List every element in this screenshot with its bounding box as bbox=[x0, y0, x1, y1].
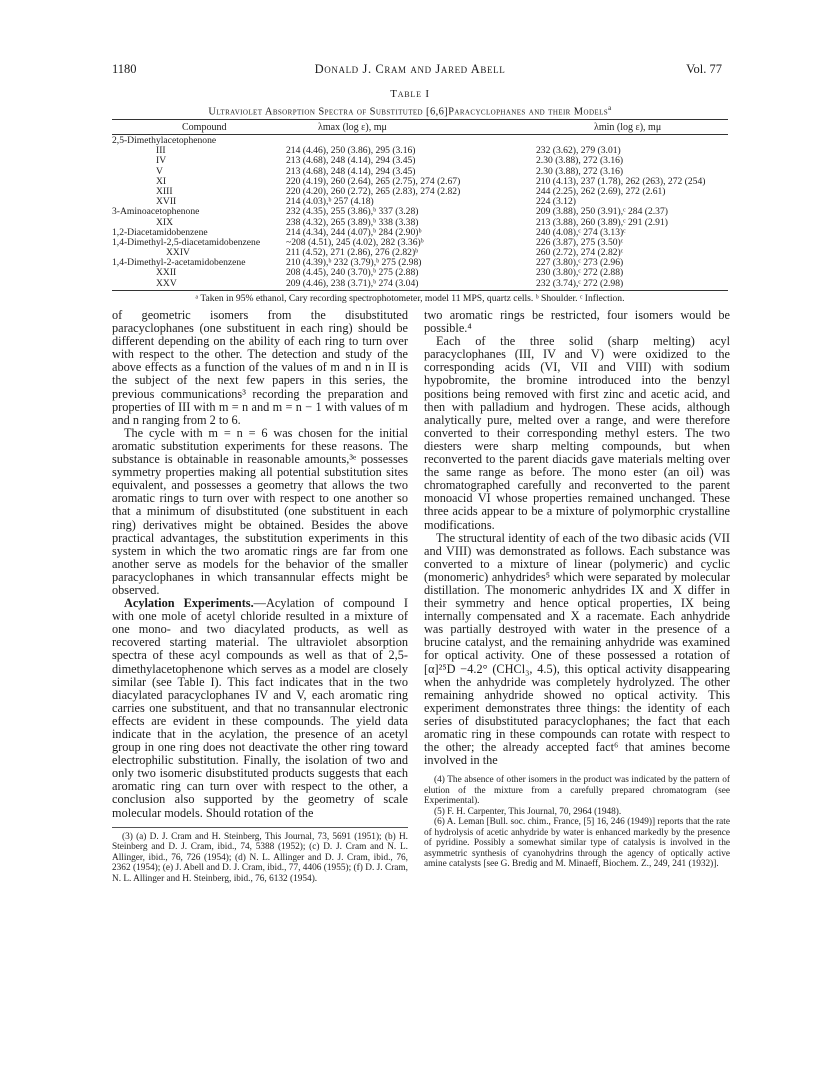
cell-compound: XXV bbox=[156, 277, 177, 289]
table-row bbox=[112, 187, 732, 197]
cell-lambda-max: 211 (4.52), 271 (2.86), 276 (2.82)ᵇ bbox=[286, 247, 419, 259]
page-header bbox=[0, 62, 820, 78]
table-row bbox=[112, 268, 732, 278]
cell-lambda-min: 227 (3.80),ᶜ 273 (2.96) bbox=[536, 257, 624, 269]
right-column bbox=[424, 309, 730, 870]
cell-lambda-min: 232 (3.74),ᶜ 272 (2.98) bbox=[536, 277, 624, 289]
cell-compound: XVII bbox=[156, 196, 177, 208]
cell-compound: III bbox=[156, 145, 166, 157]
table-body bbox=[112, 136, 732, 289]
col-header-compound: Compound bbox=[182, 122, 227, 133]
paragraph-text: —Acylation of compound I with one mole of acetyl chloride resulted in a mixture of one mono- and two diacylated products, as well as recovered starting material. The ultraviolet absorption spectra of these acyl compounds as well as that of 2,5-dimethylacetophenone which serves as a model are closely similar (see Table I). This fact indicates that in the two diacylated paracyclophanes IV and V, each aromatic ring carries one substituent, and that no transannular electronic effects are evident in these compounds. The yield data indicate that in the acylation, the presence of an acetyl group in one ring does not deactivate the other ring toward electrophilic substitution. Finally, the isolation of two and only two isomeric disubstituted products suggests that each aromatic ring can turn over with respect to the other, a conclusion also supported by the geometry of scale molecular models. Should rotation of the bbox=[112, 596, 408, 820]
cell-lambda-max: 214 (4.46), 250 (3.86), 295 (3.16) bbox=[286, 145, 416, 157]
cell-lambda-max: 214 (4.03),ᵇ 257 (4.18) bbox=[286, 196, 374, 208]
cell-lambda-max: 210 (4.39),ᵇ 232 (3.79),ᵇ 275 (2.98) bbox=[286, 257, 422, 269]
cell-lambda-min: 224 (3.12) bbox=[536, 196, 576, 208]
cell-compound: XXIV bbox=[166, 247, 190, 259]
table-row bbox=[112, 146, 732, 156]
cell-lambda-max: 220 (4.20), 260 (2.72), 265 (2.83), 274 (2.82) bbox=[286, 185, 461, 197]
table-row bbox=[112, 258, 732, 268]
paragraph: two aromatic rings be restricted, four isomers would be possible.⁴ bbox=[424, 308, 730, 336]
table-top-rule bbox=[112, 119, 728, 120]
table-caption-ref: a bbox=[608, 104, 612, 112]
paragraph: of geometric isomers from the disubstituted paracyclophanes (one substituent in each ring) should be different depending on the ability of each ring to turn over with respect to the other. The detection and study of the above effects as a function of the values of m and n in II is the subject of the next few papers in this series, the previous communications³ recording the preparation and properties of III with m = n and m = n − 1 with values of m and n ranging from 2 to 6. bbox=[112, 308, 408, 427]
table-row bbox=[112, 136, 732, 146]
cell-lambda-min: 244 (2.25), 262 (2.69), 272 (2.61) bbox=[536, 185, 666, 197]
footnote: (5) F. H. Carpenter, This Journal, 70, 2964 (1948). bbox=[434, 806, 622, 817]
cell-lambda-max: 232 (4.35), 255 (3.86),ᵇ 337 (3.28) bbox=[286, 206, 419, 218]
table-footnote: ᵃ Taken in 95% ethanol, Cary recording spectrophotometer, model 11 MPS, quartz cells. ᵇ Shoulder. ᶜ Inflection. bbox=[195, 293, 625, 304]
table-row bbox=[112, 207, 732, 217]
table-row bbox=[112, 238, 732, 248]
cell-lambda-max: ~208 (4.51), 245 (4.02), 282 (3.36)ᵇ bbox=[286, 236, 424, 248]
footnote: (6) A. Leman [Bull. soc. chim., France, [5] 16, 246 (1949)] reports that the rate of hydrolysis of acetic anhydride by water is enhanced markedly by the presence of pyridine. Possibly a somewhat similar type of catalysis is involved in the asymmetric synthesis of cyanohydrins through the agency of optically active amine catalysts [see G. Bredig and M. Minaeff, Biochem. Z., 249, 241 (1932)]. bbox=[424, 817, 730, 870]
table-label: Table I bbox=[390, 88, 430, 100]
cell-lambda-min: 230 (3.80),ᶜ 272 (2.88) bbox=[536, 267, 624, 279]
cell-lambda-max: 208 (4.45), 240 (3.70),ᵇ 275 (2.88) bbox=[286, 267, 419, 279]
col-header-lambda-min: λmin (log ε), mμ bbox=[594, 122, 662, 133]
cell-compound: XI bbox=[156, 175, 167, 187]
section-heading: Acylation Experiments. bbox=[124, 596, 254, 611]
table-row bbox=[112, 279, 732, 289]
cell-lambda-min: 209 (3.88), 250 (3.91),ᶜ 284 (2.37) bbox=[536, 206, 668, 218]
footnote: (4) The absence of other isomers in the product was indicated by the pattern of elution of the mixture from a carefully prepared chromatogram (see Experimental). bbox=[424, 775, 730, 807]
cell-lambda-max: 220 (4.19), 260 (2.64), 265 (2.75), 274 (2.67) bbox=[286, 175, 461, 187]
cell-lambda-min: 210 (4.13), 237 (1.78), 262 (263), 272 (254) bbox=[536, 175, 706, 187]
volume-label: Vol. 77 bbox=[686, 62, 722, 76]
table-caption bbox=[0, 104, 820, 118]
cell-compound: XIII bbox=[156, 185, 173, 197]
table-row bbox=[112, 156, 732, 166]
paragraph: The structural identity of each of the two dibasic acids (VII and VIII) was demonstrated as follows. Each substance was converted to a mixture of linear (polymeric) and cyclic (monomeric) anhydrides⁵ which were separated by molecular distillation. The monomeric anhydrides IX and X differ in their symmetry and hence optical properties, IX being internally compensated and X a racemate. Each anhydride was partially destroyed with water in the presence of a brucine catalyst, and the remaining anhydride was examined for optical activity. One of these possessed a rotation of [α]²⁵D −4.2° (CHCl₃, 4.5), this optical activity disappearing when the anhydride was completely hydrolyzed. The other remaining anhydride showed no optical activity. This experiment demonstrates three things: the identity of each series of disubstituted paracyclophanes; the fact that each aromatic ring in these compounds can rotate with respect to the other; the already accepted fact⁶ that amines become involved in the bbox=[424, 530, 730, 768]
cell-compound: 1,2-Diacetamidobenzene bbox=[112, 226, 208, 238]
cell-compound: V bbox=[156, 165, 163, 177]
cell-lambda-min: 2.30 (3.88), 272 (3.16) bbox=[536, 155, 624, 167]
cell-lambda-min: 240 (4.08),ᶜ 274 (3.13)ᶜ bbox=[536, 226, 626, 238]
cell-compound: 2,5-Dimethylacetophenone bbox=[112, 135, 217, 146]
cell-lambda-max: 214 (4.34), 244 (4.07),ᵇ 284 (2.90)ᵇ bbox=[286, 226, 422, 238]
cell-compound: IV bbox=[156, 155, 167, 167]
cell-compound: 1,4-Dimethyl-2-acetamidobenzene bbox=[112, 257, 246, 269]
footnote: (3) (a) D. J. Cram and H. Steinberg, This Journal, 73, 5691 (1951); (b) H. Steinberg and D. J. Cram, ibid., 74, 5388 (1952); (c) D. J. Cram and N. L. Allinger, ibid., 76, 726 (1954); (d) N. L. Allinger and D. J. Cram, ibid., 76, 2362 (1954); (e) J. Abell and D. J. Cram, ibid., 77, 4406 (1955); (f) D. J. Cram, N. L. Allinger and H. Steinberg, ibid., 76, 6132 (1954). bbox=[112, 831, 408, 884]
cell-lambda-min: 2.30 (3.88), 272 (3.16) bbox=[536, 165, 624, 177]
cell-compound: 3-Aminoacetophenone bbox=[112, 206, 200, 218]
cell-compound: XIX bbox=[156, 216, 174, 228]
table-bottom-rule bbox=[112, 290, 728, 291]
cell-lambda-max: 213 (4.68), 248 (4.14), 294 (3.45) bbox=[286, 165, 416, 177]
paragraph-acylation bbox=[112, 597, 408, 820]
left-column bbox=[112, 309, 408, 884]
col-header-lambda-max: λmax (log ε), mμ bbox=[318, 122, 387, 133]
cell-lambda-max: 209 (4.46), 238 (3.71),ᵇ 274 (3.04) bbox=[286, 277, 419, 289]
cell-lambda-max: 213 (4.68), 248 (4.14), 294 (3.45) bbox=[286, 155, 416, 167]
cell-lambda-min: 232 (3.62), 279 (3.01) bbox=[536, 145, 621, 157]
cell-compound: 1,4-Dimethyl-2,5-diacetamidobenzene bbox=[112, 236, 261, 248]
cell-lambda-min: 226 (3.87), 275 (3.50)ᶜ bbox=[536, 236, 624, 248]
cell-lambda-min: 213 (3.88), 260 (3.89),ᶜ 291 (2.91) bbox=[536, 216, 668, 228]
table-caption-text: Ultraviolet Absorption Spectra of Substituted [6,6]Paracyclophanes and their Models bbox=[208, 106, 609, 118]
paragraph: Each of the three solid (sharp melting) acyl paracyclophanes (III, IV and V) were oxidized to the corresponding acids (VI, VII and VIII) with sodium hypobromite, the bromine introduced into the benzyl positions being removed with first zinc and acetic acid, and then with palladium and hydrogen. These acids, although analytically pure, melted over a range, and were therefore converted to their corresponding methyl esters. The two diesters were sharp melting compounds, but when reconverted to the parent diacids gave materials melting over the same range as before. The mono ester (an oil) was chromatographed carefully and reconverted to the parent monoacid VI whose properties remained unchanged. These three acids appear to be a mixture of polymorphic crystalline modifications. bbox=[424, 334, 730, 532]
cell-lambda-min: 260 (2.72), 274 (2.82)ᶜ bbox=[536, 247, 624, 259]
paragraph: The cycle with m = n = 6 was chosen for the initial aromatic substitution experiments for these reasons. The substance is obtainable in reasonable amounts,³ᵉ possesses symmetry properties making all potential substitution sites equivalent, and possesses a geometry that allows the two aromatic rings to turn over with respect to one another so that a minimum of disubstituted (one substituent in each ring) derivatives might be obtained. Besides the above practical advantages, the substitution experiments in this system in which the two aromatic rings are far from one another serve as models for the behavior of the smaller paracyclophanes in which transannular effects might be observed. bbox=[112, 425, 408, 597]
page-number: 1180 bbox=[112, 62, 137, 76]
cell-compound: XXII bbox=[156, 267, 177, 279]
cell-lambda-max: 238 (4.32), 265 (3.89),ᵇ 338 (3.38) bbox=[286, 216, 419, 228]
running-head-authors: Donald J. Cram and Jared Abell bbox=[314, 62, 506, 76]
footnote-rule bbox=[112, 827, 408, 828]
